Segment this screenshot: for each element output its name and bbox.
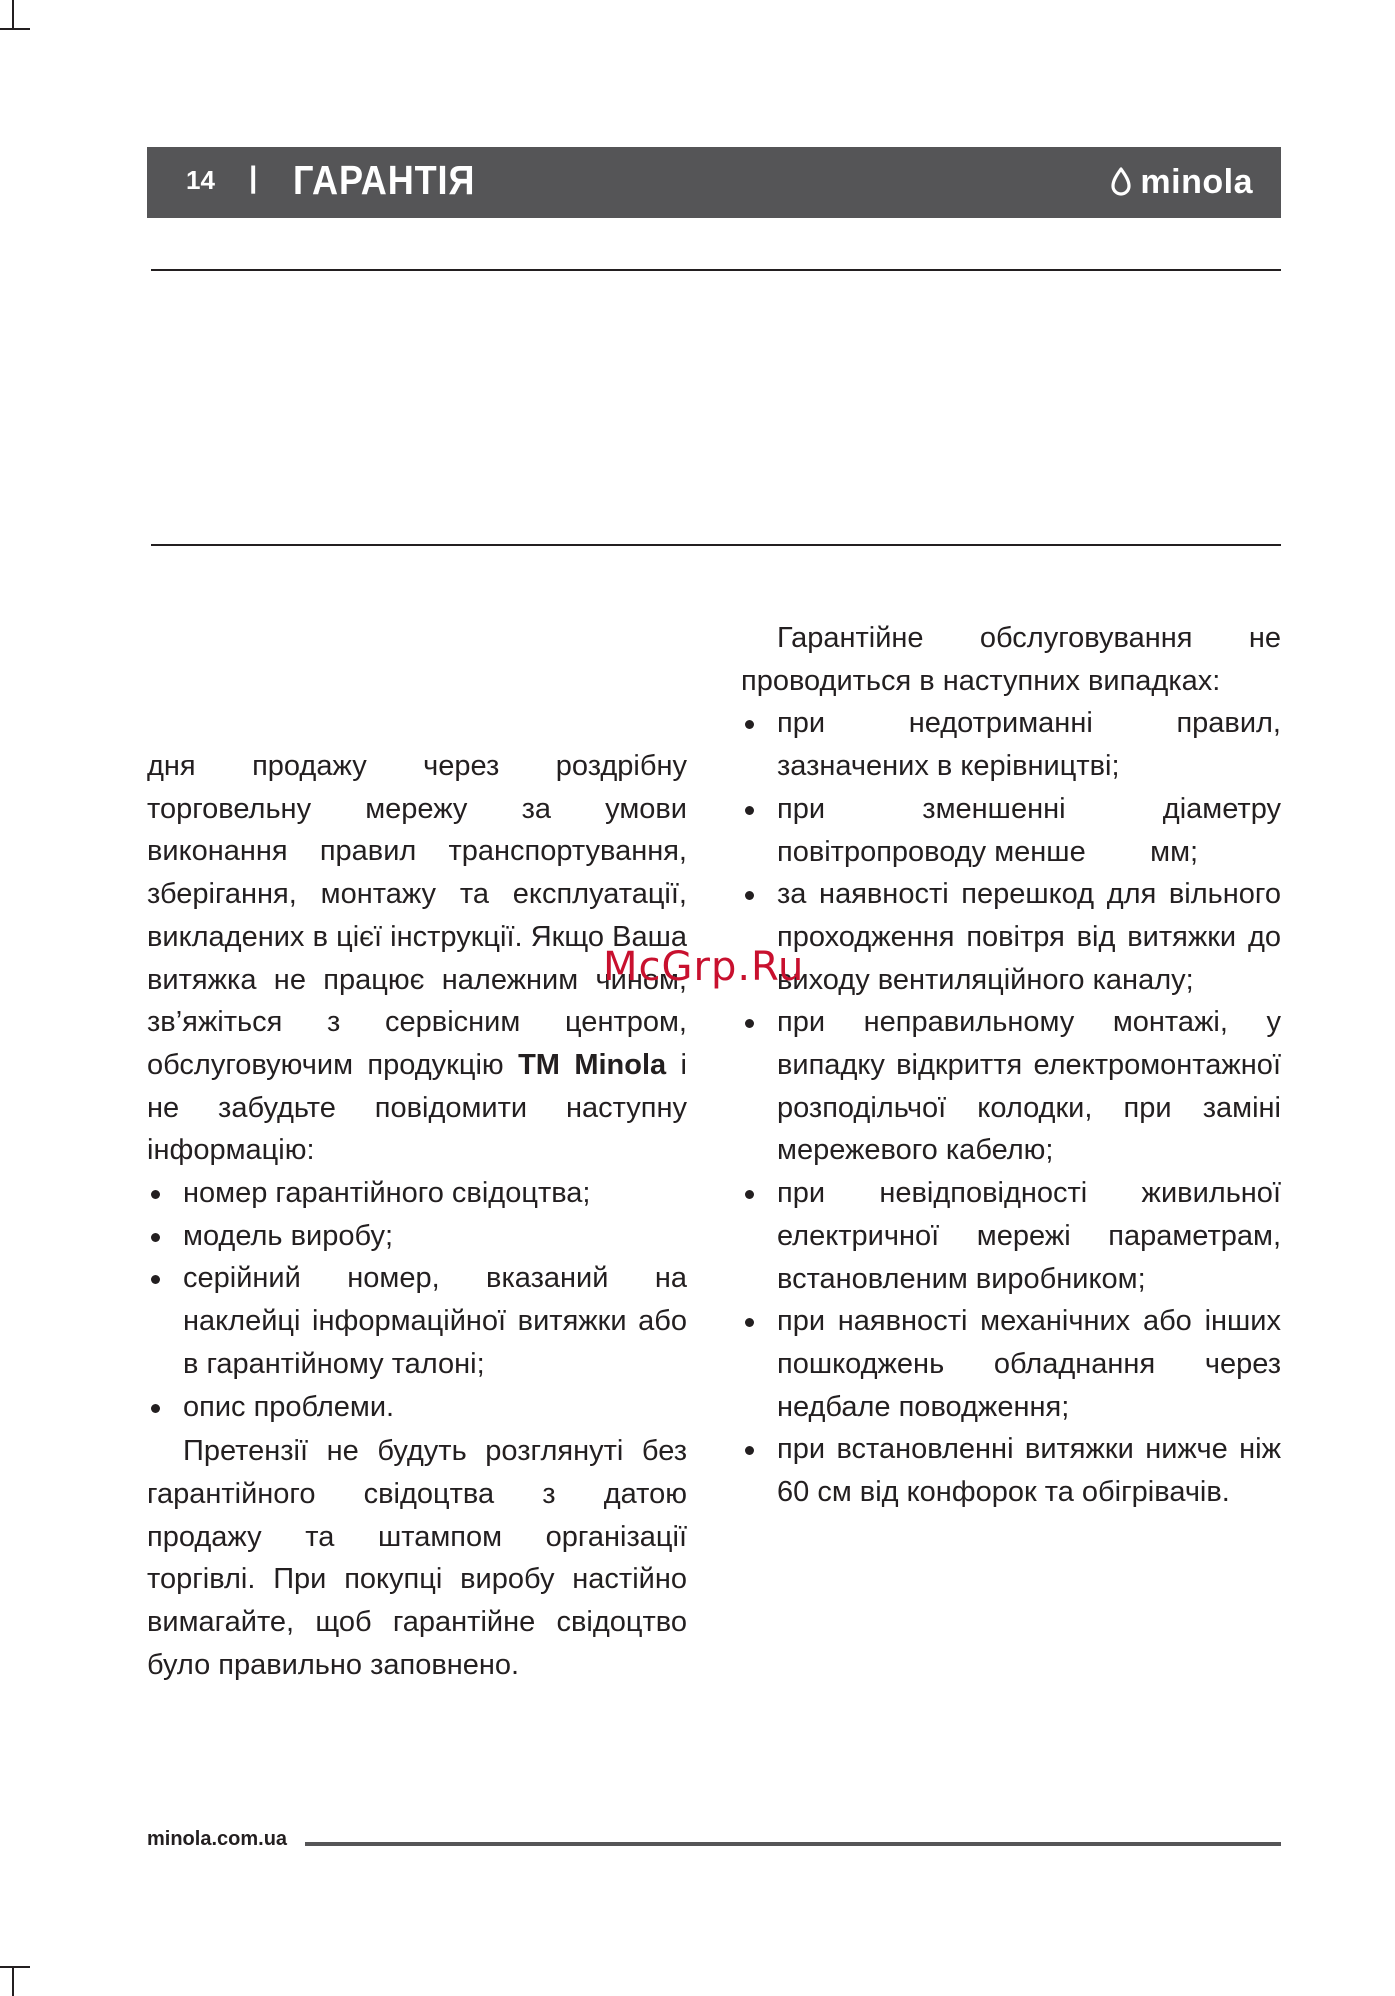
exclusions-list — [741, 702, 1290, 1513]
paragraph-text: і не забудьте повідомити наступну інформацію: — [147, 1048, 687, 1167]
brand-name: ТМ Minola — [518, 1048, 667, 1081]
list-item: при неправильному монтажі, у випадку відкриття електромонтажної розподільчої колодки, при заміні мережевого кабелю; — [741, 1001, 1281, 1172]
logo-text: minola — [1140, 163, 1253, 201]
left-column — [147, 745, 687, 1686]
divider-line — [151, 269, 1281, 271]
divider-line — [151, 544, 1281, 546]
list-item: за наявності перешкод для вільного проходження повітря від витяжки до виходу вентиляційного каналу; — [741, 873, 1281, 1001]
list-item: при наявності механічних або інших пошкоджень обладнання через недбале поводження; — [741, 1300, 1281, 1428]
list-item: при зменшенні діаметру повітропроводу менше мм; — [741, 788, 1281, 873]
list-item: при невідповідності живильної електричної мережі параметрам, встановленим виробником; — [741, 1172, 1281, 1300]
crop-mark — [12, 1966, 14, 1996]
page-number: 14 — [186, 165, 215, 195]
header-bar — [147, 147, 1281, 218]
info-list — [147, 1172, 687, 1428]
list-item: опис проблеми. — [147, 1386, 687, 1429]
crop-mark — [0, 28, 30, 30]
section-title: ГАРАНТІЯ — [293, 157, 476, 203]
brand-logo — [1110, 164, 1253, 200]
list-item: модель виробу; — [147, 1215, 687, 1258]
watermark: McGrp.Ru — [603, 944, 805, 990]
list-item: номер гарантійного свідоцтва; — [147, 1172, 687, 1215]
paragraph-text: дня продажу через роздрібну торговельну мережу за умови виконання правил транспортування, зберігання, монтажу та експлуатації, викладених в цієї інструкції. Якщо Ваша витяжка не працює належним чином, зв’яжіться з сервісним центром, обслуговуючим продукцію — [147, 750, 687, 1081]
crop-mark — [0, 1966, 30, 1968]
claims-paragraph: Претензії не будуть розглянуті без гарантійного свідоцтва з датою продажу та штампом організації торгівлі. При покупці виробу настійно вимагайте, щоб гарантійне свідоцтво було правильно заповнено. — [147, 1435, 687, 1681]
right-column — [741, 617, 1290, 1514]
list-item: при недотриманні правил, зазначених в керівництві; — [741, 702, 1281, 787]
header-separator: | — [249, 161, 258, 194]
list-item: при встановленні витяжки нижче ніж 60 см від конфорок та обігрівачів. — [741, 1428, 1281, 1513]
exclusions-intro: Гарантійне обслуговування не проводиться в наступних випадках: — [741, 622, 1281, 697]
footer-website: minola.com.ua — [147, 1828, 288, 1850]
footer-line — [305, 1842, 1281, 1846]
minola-logo-icon — [1110, 167, 1132, 197]
crop-mark — [12, 0, 14, 30]
list-item: серійний номер, вказаний на наклейці інформаційної витяжки або в гарантійному талоні; — [147, 1257, 687, 1385]
